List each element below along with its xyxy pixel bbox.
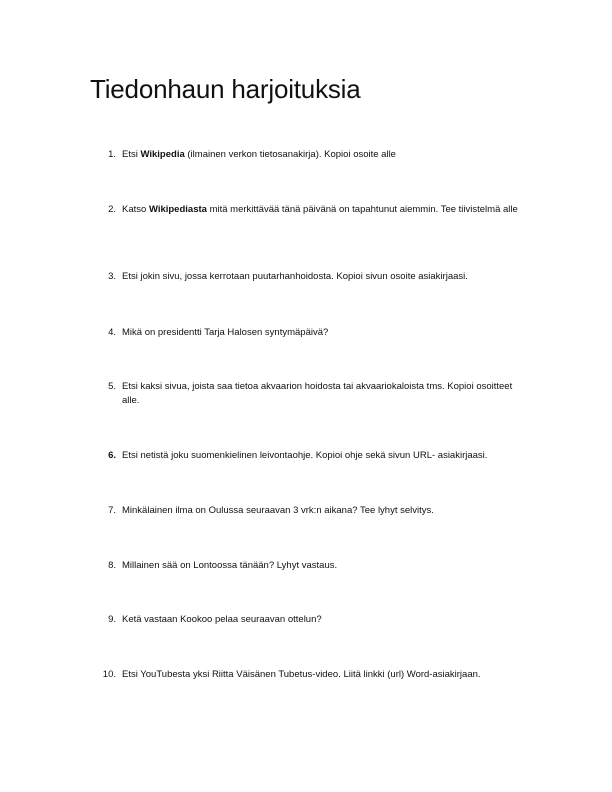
bold-term: Wikipedia (140, 149, 185, 160)
text-run: Mikä on presidentti Tarja Halosen syntymäpäivä? (122, 327, 329, 338)
exercise-number: 4. (108, 327, 116, 338)
exercise-number: 1. (108, 149, 116, 160)
exercise-number: 5. (108, 381, 116, 392)
exercise-item (100, 270, 520, 284)
text-run: Minkälainen ilma on Oulussa seuraavan 3 vrk:n aikana? Tee lyhyt selvitys. (122, 505, 434, 516)
exercise-text (122, 380, 520, 408)
text-run: Etsi YouTubesta yksi Riitta Väisänen Tubetus-video. Liitä linkki (url) Word-asiakirjaan. (122, 669, 481, 680)
text-run: Ketä vastaan Kookoo pelaa seuraavan ottelun? (122, 614, 322, 625)
exercise-number: 7. (108, 505, 116, 516)
exercise-item (100, 148, 520, 162)
exercise-number: 2. (108, 204, 116, 215)
exercise-number: 10. (102, 669, 116, 680)
exercise-text (122, 504, 520, 518)
exercise-item (100, 668, 520, 682)
text-run: Etsi jokin sivu, jossa kerrotaan puutarhanhoidosta. Kopioi sivun osoite asiakirjaasi. (122, 271, 468, 282)
exercise-text (122, 270, 520, 284)
exercise-text (122, 148, 520, 162)
text-run: (ilmainen verkon tietosanakirja). Kopioi osoite alle (184, 149, 396, 160)
exercise-number: 6. (108, 450, 116, 461)
exercise-number: 9. (108, 614, 116, 625)
exercise-item (100, 203, 520, 217)
text-run: Etsi netistä joku suomenkielinen leivontaohje. Kopioi ohje sekä sivun URL- asiakirjaasi. (122, 450, 488, 461)
bold-term: Wikipediasta (148, 204, 207, 215)
exercise-text (122, 203, 520, 217)
text-run: Etsi (122, 149, 141, 160)
exercise-text (122, 326, 520, 340)
exercise-text (122, 613, 520, 627)
exercise-text (122, 559, 520, 573)
exercise-text (122, 449, 520, 463)
exercise-text (122, 668, 520, 682)
exercise-item (100, 449, 520, 463)
exercise-item (100, 380, 520, 408)
exercise-item (100, 504, 520, 518)
text-run: Katso (122, 204, 149, 215)
text-run: mitä merkittävää tänä päivänä on tapahtunut aiemmin. Tee tiivistelmä alle (206, 204, 518, 215)
exercise-item (100, 559, 520, 573)
text-run: Etsi kaksi sivua, joista saa tietoa akvaarion hoidosta tai akvaariokaloista tms. Kopioi osoitteet alle. (122, 381, 513, 406)
text-run: Millainen sää on Lontoossa tänään? Lyhyt vastaus. (122, 560, 338, 571)
exercise-item (100, 613, 520, 627)
exercise-number: 3. (108, 271, 116, 282)
document-title: Tiedonhaun harjoituksia (90, 74, 361, 104)
exercise-item (100, 326, 520, 340)
exercise-number: 8. (108, 560, 116, 571)
